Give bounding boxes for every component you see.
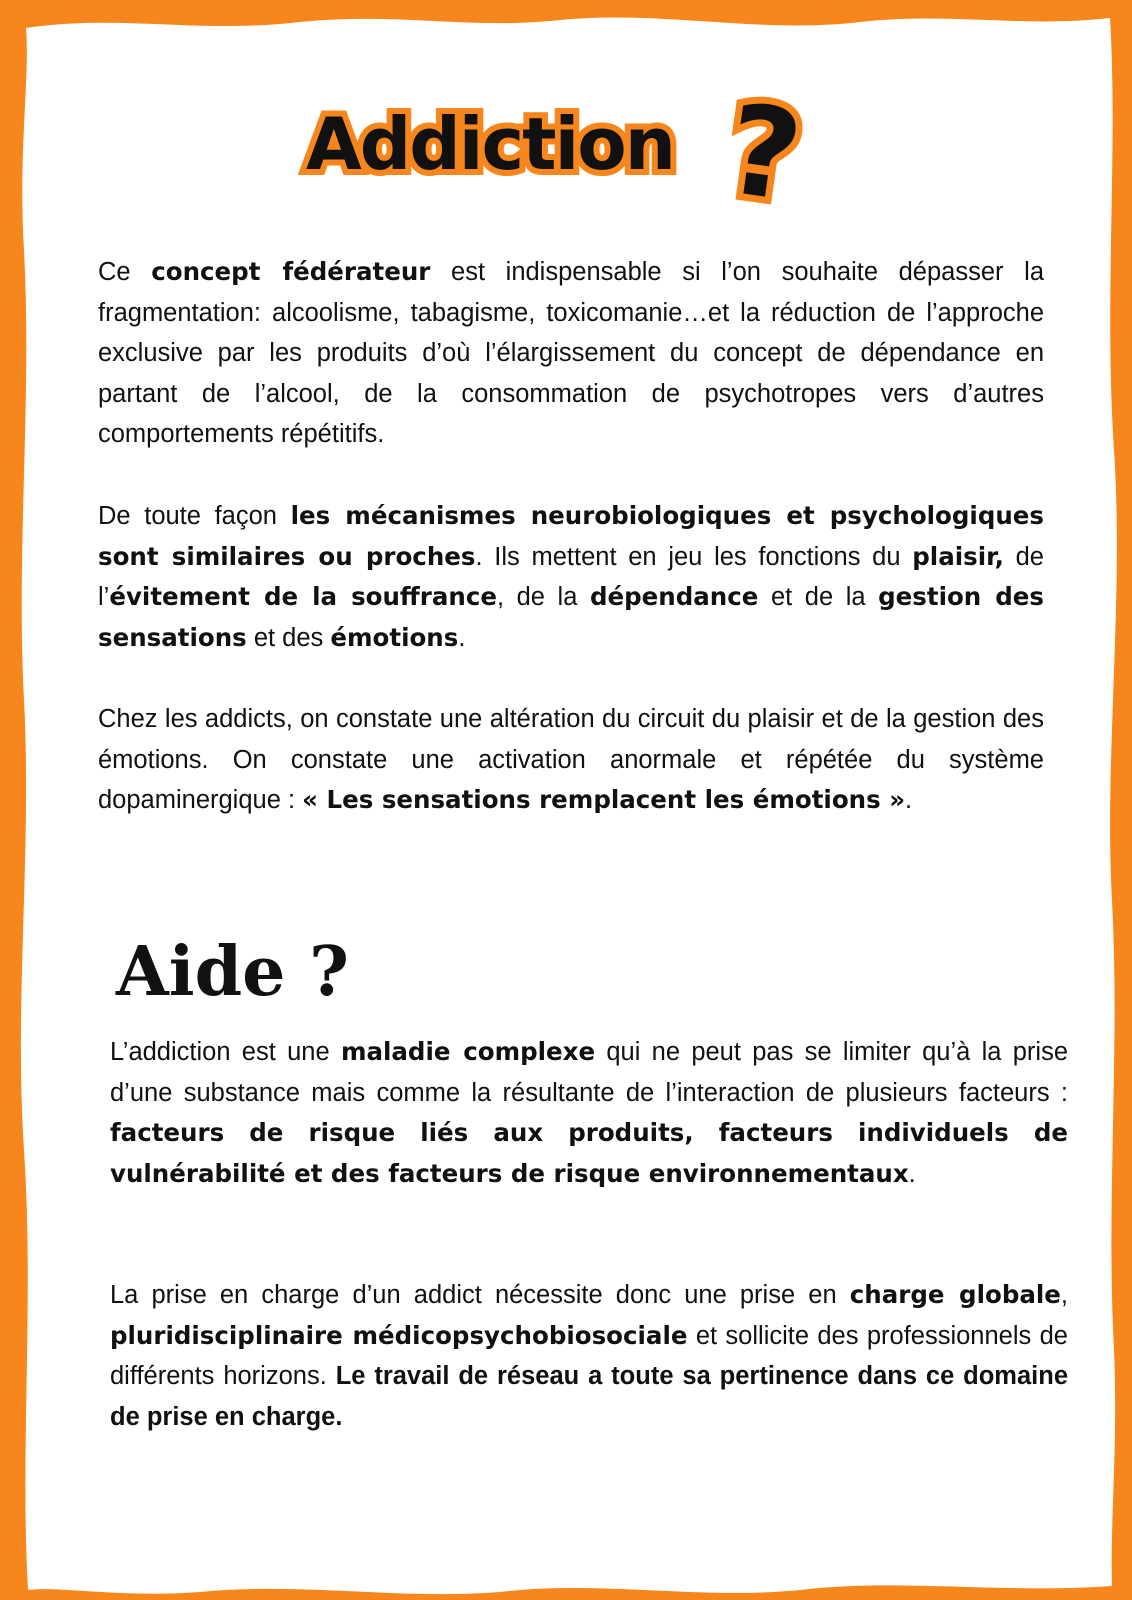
paragraph-addicts: Chez les addicts, on constate une altération du circuit du plaisir et de la gestion des émotions. On constate une activation anormale et répétée du système dopaminergique : « Les sensations remplacent les émotions ». <box>98 705 1044 814</box>
paragraph-mechanisms: De toute façon les mécanismes neurobiologiques et psychologiques sont similaires ou proches. Ils mettent en jeu les fonctions du plaisir, de l’évitement de la souffrance, de la dépendance et de la gestion des sensations et des émotions. <box>98 501 1045 652</box>
paragraph-care: La prise en charge d’un addict nécessite donc une prise en charge globale, pluridisciplinaire médicopsychobiosociale et sollicite des professionnels de différents horizons. Le travail de réseau a toute sa pertinence dans ce domaine de prise en charge. <box>110 1280 1068 1431</box>
paragraph-disease: L’addiction est une maladie complexe qui ne peut pas se limiter qu’à la prise d’une substance mais comme la résultante de l’interaction de plusieurs facteurs : facteurs de risque liés aux produits, facteurs individuels de vulnérabilité et des facteurs de risque environnementaux. <box>110 1037 1069 1188</box>
page-title: Addiction <box>306 102 674 186</box>
title-question-mark: ? <box>718 77 810 231</box>
section-heading-aide: Aide ? <box>116 932 349 1012</box>
paragraph-concept: Ce concept fédérateur est indispensable si l’on souhaite dépasser la fragmentation: alcoolisme, tabagisme, toxicomanie…et la réduction de l’approche exclusive par les produits d’où l’élargissement du concept de dépendance en partant de l’alcool, de la consommation de psychotropes vers d’autres comportements répétitifs. <box>98 257 1044 448</box>
